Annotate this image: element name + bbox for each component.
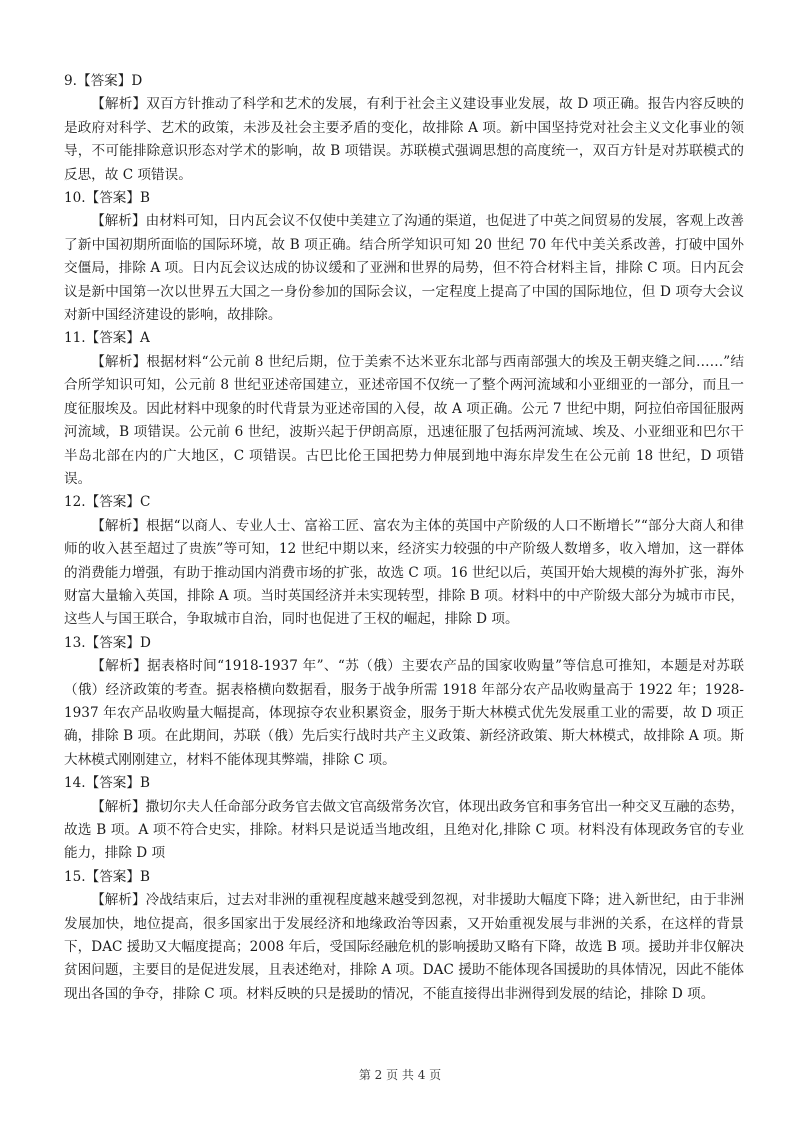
question-10 <box>64 187 744 327</box>
analysis-paragraph: 【解析】根据“以商人、专业人士、富裕工匠、富农为主体的英国中产阶级的人口不断增长”“部分大商人和律师的收入甚至超过了贵族”等可知，12 世纪中期以来，经济实力较强的中产阶级人数增多，收入增加，这一群体的消费能力增强，有助于推动国内消费市场的扩张，故选 C 项。16 世纪以后，英国开始大规模的海外扩张，海外财富大量输入英国，排除 A 项。当时英国经济并未实现转型，排除 B 项。材料中的中产阶级大部分为城市市民，这些人与国王联合，争取城市自治，同时也促进了王权的崛起，排除 D 项。 <box>64 517 744 628</box>
answer-line: 12.【答案】C <box>64 494 151 511</box>
analysis-paragraph: 【解析】冷战结束后，过去对非洲的重视程度越来越受到忽视，对非援助大幅度下降；进入新世纪，由于非洲发展加快，地位提高，很多国家出于发展经济和地缘政治等因素，又开始重视发展与非洲的关系，在这样的背景下，DAC 援助又大幅度提高；2008 年后，受国际经融危机的影响援助又略有下降，故选 B 项。援助并非仅解决贫困问题，主要目的是促进发展，且表述绝对，排除 A 项。DAC 援助不能体现各国援助的具体情况，因此不能体现出各国的争夺，排除 C 项。材料反映的只是援助的情况，不能直接得出非洲得到发展的结论，排除 D 项。 <box>64 892 744 1002</box>
question-13 <box>64 632 744 772</box>
analysis-paragraph: 【解析】双百方针推动了科学和艺术的发展，有利于社会主义建设事业发展，故 D 项正确。报告内容反映的是政府对科学、艺术的政策，未涉及社会主要矛盾的变化，故排除 A 项。新中国坚持党对社会主义文化事业的领导，不可能排除意识形态对学术的影响，故 B 项错误。苏联模式强调思想的高度统一，双百方针是对苏联模式的反思，故 C 项错误。 <box>64 96 744 183</box>
page-number: 第 2 页 共 4 页 <box>358 1068 442 1082</box>
question-15 <box>64 866 744 1006</box>
analysis-paragraph: 【解析】撒切尔夫人任命部分政务官去做文官高级常务次官，体现出政务官和事务官出一种交叉互融的态势，故选 B 项。A 项不符合史实，排除。材料只是说适当地改组，且绝对化,排除 C 项。材料没有体现政务官的专业能力，排除 D 项 <box>64 798 744 862</box>
question-12 <box>64 491 744 631</box>
analysis-paragraph: 【解析】根据材料“公元前 8 世纪后期，位于美索不达米亚东北部与西南部强大的埃及王朝夹缝之间……”结合所学知识可知，公元前 8 世纪亚述帝国建立，亚述帝国不仅统一了整个两河流域和小亚细亚的一部分，而且一度征服埃及。因此材料中现象的时代背景为亚述帝国的入侵，故 A 项正确。公元 7 世纪中期，阿拉伯帝国征服两河流域，B 项错误。公元前 6 世纪，波斯兴起于伊朗高原，迅速征服了包括两河流域、埃及、小亚细亚和巴尔干半岛北部在内的广大地区，C 项错误。古巴比伦王国把势力伸展到地中海东岸发生在公元前 18 世纪，D 项错误。 <box>64 353 744 487</box>
analysis-paragraph: 【解析】据表格时间“1918-1937 年”、“苏（俄）主要农产品的国家收购量”等信息可推知，本题是对苏联（俄）经济政策的考查。据表格横向数据看，服务于战争所需 1918 年部分农产品收购量高于 1922 年；1928-1937 年农产品收购量大幅提高，体现掠夺农业积累资金，服务于斯大林模式优先发展重工业的需要，故 D 项正确，排除 B 项。在此期间，苏联（俄）先后实行战时共产主义政策、新经济政策、斯大林模式，故排除 A 项。斯大林模式刚刚建立，材料不能体现其弊端，排除 C 项。 <box>64 658 744 768</box>
answer-analysis-section <box>64 70 744 1006</box>
answer-line: 11.【答案】A <box>64 330 150 347</box>
question-14 <box>64 772 744 866</box>
answer-line: 9.【答案】D <box>64 73 143 89</box>
answer-line: 14.【答案】B <box>64 775 150 792</box>
answer-line: 13.【答案】D <box>64 634 151 651</box>
answer-line: 10.【答案】B <box>64 190 150 207</box>
question-9 <box>64 70 744 187</box>
analysis-paragraph: 【解析】由材料可知，日内瓦会议不仅使中美建立了沟通的渠道，也促进了中英之间贸易的发展，客观上改善了新中国初期所面临的国际环境，故 B 项正确。结合所学知识可知 20 世纪 70 年代中美关系改善，打破中国外交僵局，排除 A 项。日内瓦会议达成的协议缓和了亚洲和世界的局势，但不符合材料主旨，排除 C 项。日内瓦会议是新中国第一次以世界五大国之一身份参加的国际会议，一定程度上提高了中国的国际地位，但 D 项夸大会议对新中国经济建设的影响，故排除。 <box>64 213 744 324</box>
question-11 <box>64 327 744 491</box>
answer-line: 15.【答案】B <box>64 868 150 885</box>
